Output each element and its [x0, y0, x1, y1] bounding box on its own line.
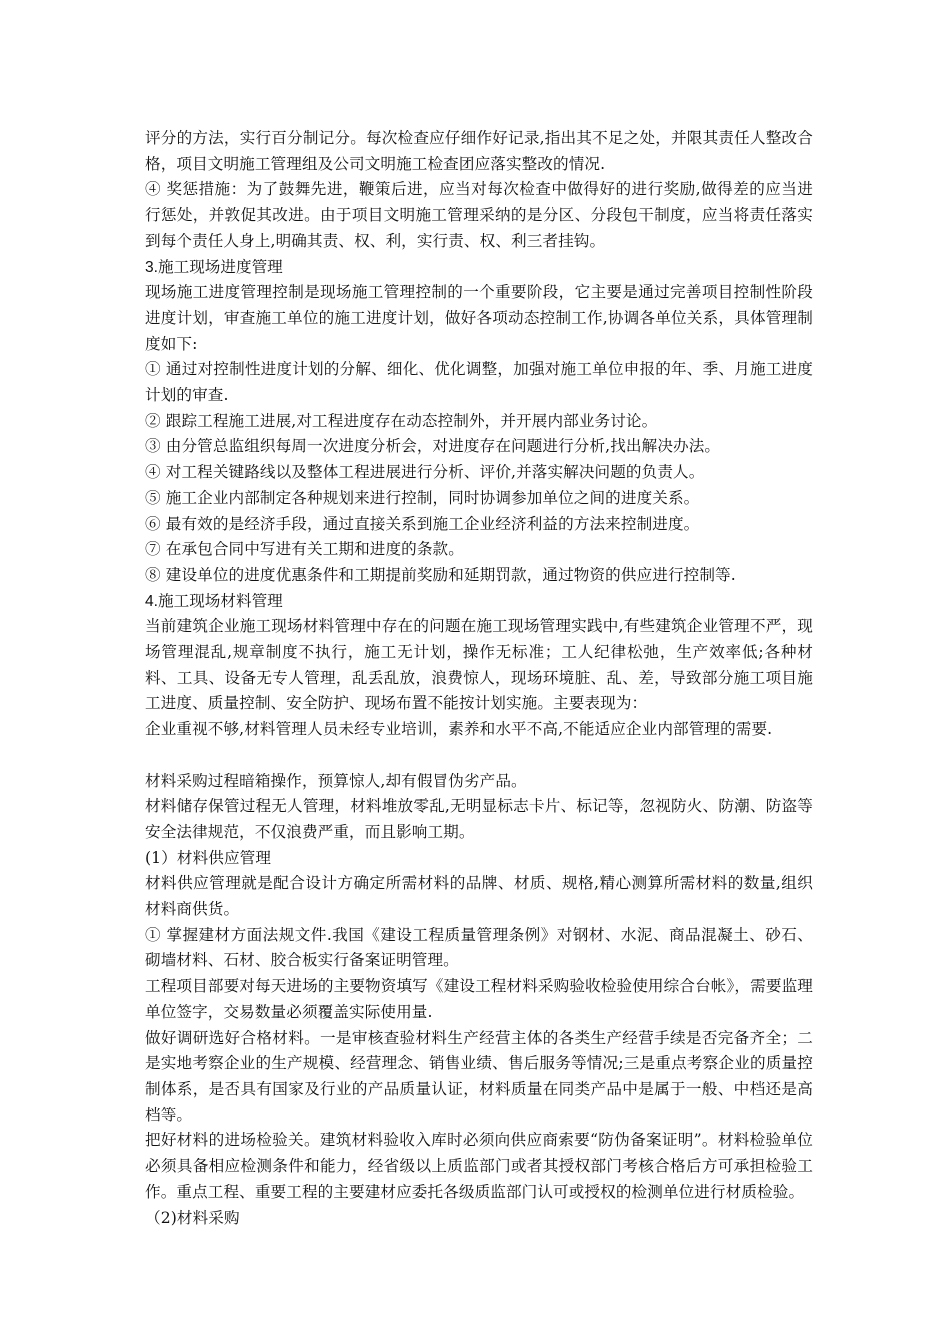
paragraph-progress-intro: 现场施工进度管理控制是现场施工管理控制的一个重要阶段，它主要是通过完善项目控制性阶段进度计划，审查施工单位的施工进度计划，做好各项动态控制工作,协调各单位关系，具体管理制度如下:	[145, 283, 813, 353]
list-item-progress-2: ② 跟踪工程施工进展,对工程进度存在动态控制外，并开展内部业务讨论。	[145, 411, 658, 430]
section-heading-progress: 3.施工现场进度管理	[145, 258, 283, 276]
list-item-progress-6: ⑥ 最有效的是经济手段，通过直接关系到施工企业经济利益的方法来控制进度。	[145, 514, 700, 533]
paragraph-enterprise-attention: 企业重视不够,材料管理人员未经专业培训，素养和水平不高,不能适应企业内部管理的需要.	[145, 720, 773, 739]
blank-line	[145, 743, 813, 769]
paragraph-research-materials: 做好调研选好合格材料。一是审核查验材料生产经营主体的各类生产经营手续是否完备齐全；二是实地考察企业的生产规模、经营理念、销售业绩、售后服务等情况;三是重点考察企业的质量控制体系，是否具有国家及行业的产品质量认证，材料质量在同类产品中是属于一般、中档还是高档等。	[145, 1028, 813, 1124]
paragraph-scoring-method: 评分的方法，实行百分制记分。每次检查应仔细作好记录,指出其不足之处，并限其责任人整改合格，项目文明施工管理组及公司文明施工检查团应落实整改的情况.	[145, 129, 813, 173]
paragraph-rewards-penalties: ④ 奖惩措施：为了鼓舞先进，鞭策后进，应当对每次检查中做得好的进行奖励,做得差的应当进行惩处，并敦促其改进。由于项目文明施工管理采纳的是分区、分段包干制度，应当将责任落实到每个责任人身上,明确其责、权、利，实行责、权、利三者挂钩。	[145, 180, 813, 250]
list-item-regulations: ① 掌握建材方面法规文件.我国《建设工程质量管理条例》对钢材、水泥、商品混凝土、砂石、砌墙材料、石材、胶合板实行备案证明管理。	[145, 925, 813, 970]
paragraph-supply-definition: 材料供应管理就是配合设计方确定所需材料的品牌、材质、规格,精心测算所需材料的数量,组织材料商供货。	[145, 874, 813, 919]
paragraph-materials-problems: 当前建筑企业施工现场材料管理中存在的问题在施工现场管理实践中,有些建筑企业管理不严，现场管理混乱,规章制度不执行，施工无计划，操作无标准；工人纪律松弛，生产效率低;各种材料、工具、设备无专人管理，乱丢乱放，浪费惊人，现场环境脏、乱、差，导致部分施工项目施工进度、质量控制、安全防护、现场布置不能按计划实施。主要表现为：	[145, 617, 813, 713]
list-item-progress-1: ① 通过对控制性进度计划的分解、细化、优化调整，加强对施工单位申报的年、季、月施工进度计划的审查.	[145, 360, 813, 405]
paragraph-entry-inspection: 把好材料的进场检验关。建筑材料验收入库时必须向供应商索要“防伪备案证明”。材料检验单位必须具备相应检测条件和能力，经省级以上质监部门或者其授权部门考核合格后方可承担检验工作。重点工程、重要工程的主要建材应委托各级质监部门认可或授权的检测单位进行材质检验。	[145, 1131, 813, 1201]
list-item-progress-3: ③ 由分管总监组织每周一次进度分析会，对进度存在问题进行分析,找出解决办法。	[145, 437, 721, 456]
list-item-progress-5: ⑤ 施工企业内部制定各种规划来进行控制，同时协调参加单位之间的进度关系。	[145, 488, 700, 507]
paragraph-storage-issues: 材料储存保管过程无人管理，材料堆放零乱,无明显标志卡片、标记等，忽视防火、防潮、防盗等安全法律规范，不仅浪费严重，而且影响工期。	[145, 797, 813, 841]
subheading-material-procurement: （2)材料采购	[145, 1208, 240, 1227]
paragraph-daily-ledger: 工程项目部要对每天进场的主要物资填写《建设工程材料采购验收检验使用综合台帐》，需要监理单位签字，交易数量必须覆盖实际使用量.	[145, 977, 813, 1021]
section-heading-materials: 4.施工现场材料管理	[145, 592, 283, 610]
list-item-progress-8: ⑧ 建设单位的进度优惠条件和工期提前奖励和延期罚款，通过物资的供应进行控制等.	[145, 565, 736, 584]
document-body	[145, 126, 813, 1231]
subheading-supply-management: (1）材料供应管理	[145, 848, 272, 867]
paragraph-procurement-issues: 材料采购过程暗箱操作，预算惊人,却有假冒伪劣产品。	[145, 771, 527, 790]
list-item-progress-4: ④ 对工程关键路线以及整体工程进展进行分析、评价,并落实解决问题的负责人。	[145, 463, 705, 482]
list-item-progress-7: ⑦ 在承包合同中写进有关工期和进度的条款。	[145, 540, 464, 559]
